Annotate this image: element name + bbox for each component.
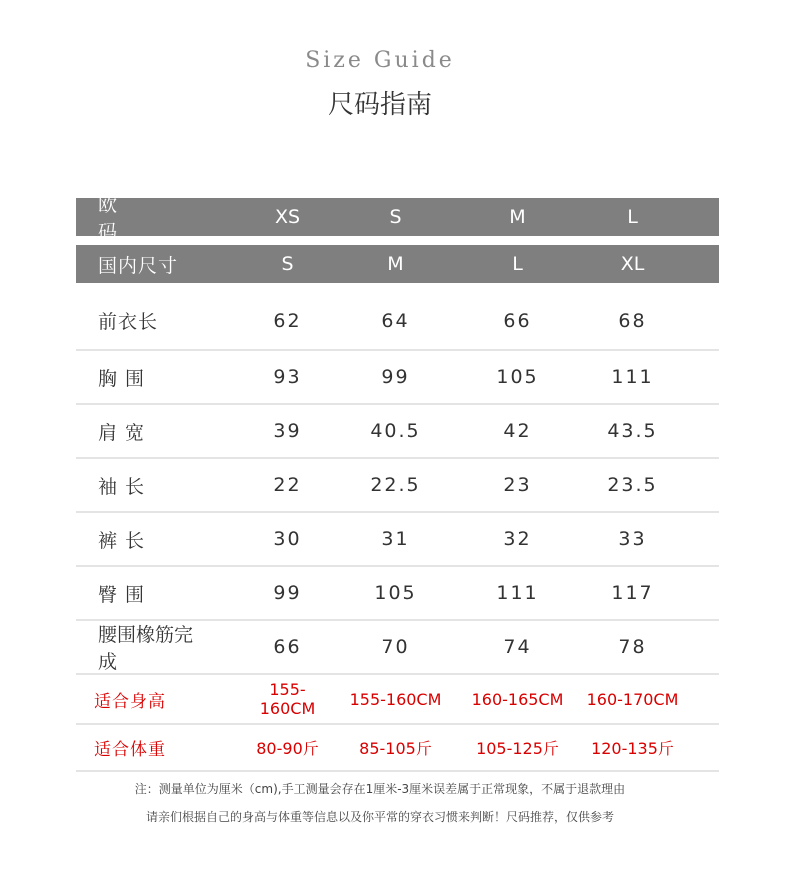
fit-row-height (76, 675, 719, 725)
table-cell: 105 (374, 582, 417, 604)
table-cell: 31 (381, 528, 410, 550)
table-cell: 39 (273, 420, 302, 442)
table-cell: 23 (503, 474, 532, 496)
row-label: 肩 宽 (98, 421, 146, 444)
row-label: 腰围橡筋完成 (98, 624, 194, 673)
table-cell: 85-105斤 (359, 739, 432, 758)
row-label: 前衣长 (98, 311, 159, 333)
table-row (76, 459, 719, 513)
table-cell: 66 (273, 636, 302, 658)
header-cell: S (281, 253, 294, 275)
table-cell: 68 (618, 309, 647, 332)
size-table (76, 194, 719, 772)
note-line-1: 注：测量单位为厘米（cm),手工测量会存在1厘米-3厘米误差属于正常现象，不属于退款理由 (134, 782, 626, 796)
table-cell: 117 (611, 582, 654, 604)
table-cell: 74 (503, 636, 532, 658)
table-cell: 64 (381, 309, 410, 332)
table-cell: 120-135斤 (591, 739, 674, 758)
fit-row-weight (76, 725, 719, 772)
table-row (76, 351, 719, 405)
header-cell: S (389, 206, 402, 228)
table-cell: 66 (503, 309, 532, 332)
table-cell: 30 (273, 528, 302, 550)
table-cell: 33 (618, 528, 647, 550)
table-row (76, 405, 719, 459)
row-label: 适合身高 (94, 691, 166, 712)
table-cell: 22.5 (370, 474, 421, 496)
header-cell: XS (274, 206, 301, 228)
table-cell: 40.5 (370, 420, 421, 442)
header-cell: XL (620, 253, 645, 275)
row-label: 胸 围 (98, 367, 146, 390)
title-chinese: 尺码指南 (327, 90, 432, 120)
row-label: 裤 长 (98, 529, 146, 552)
table-cell: 22 (273, 474, 302, 496)
table-cell: 105-125斤 (476, 739, 559, 758)
row-label: 臀 围 (98, 583, 146, 606)
table-cell: 160-170CM (586, 689, 679, 709)
table-cell: 99 (273, 582, 302, 604)
table-cell: 32 (503, 528, 532, 550)
table-cell: 99 (381, 366, 410, 388)
table-cell: 70 (381, 636, 410, 658)
table-cell: 111 (496, 582, 539, 604)
note-line-2: 请亲们根据自己的身高与体重等信息以及你平常的穿衣习惯来判断！尺码推荐，仅供参考 (145, 810, 614, 824)
table-cell: 105 (496, 366, 539, 388)
table-row (76, 292, 719, 351)
header-label: 国内尺寸 (98, 254, 179, 277)
table-cell: 111 (611, 366, 654, 388)
table-cell: 62 (273, 309, 302, 332)
header-cell: M (509, 206, 526, 228)
row-label: 适合体重 (94, 740, 166, 760)
table-cell: 43.5 (607, 420, 658, 442)
header-cell: L (627, 206, 638, 228)
row-label: 袖 长 (98, 475, 146, 498)
table-cell: 78 (618, 636, 647, 658)
table-cell: 160-165CM (471, 689, 564, 709)
header-cell: L (512, 253, 523, 275)
header-row-eu (76, 194, 719, 243)
table-cell: 23.5 (607, 474, 658, 496)
table-cell: 155-160CM (349, 689, 442, 709)
header-row-cn (76, 245, 719, 283)
table-cell: 93 (273, 366, 302, 388)
title-english: Size Guide (305, 48, 455, 73)
table-cell: 155-160CM (259, 680, 316, 718)
table-row (76, 621, 719, 675)
table-row (76, 567, 719, 621)
table-cell: 80-90斤 (256, 739, 319, 758)
header-cell: M (387, 253, 404, 275)
table-row (76, 513, 719, 567)
table-cell: 42 (503, 420, 532, 442)
header-label: 欧 码 (98, 194, 146, 243)
